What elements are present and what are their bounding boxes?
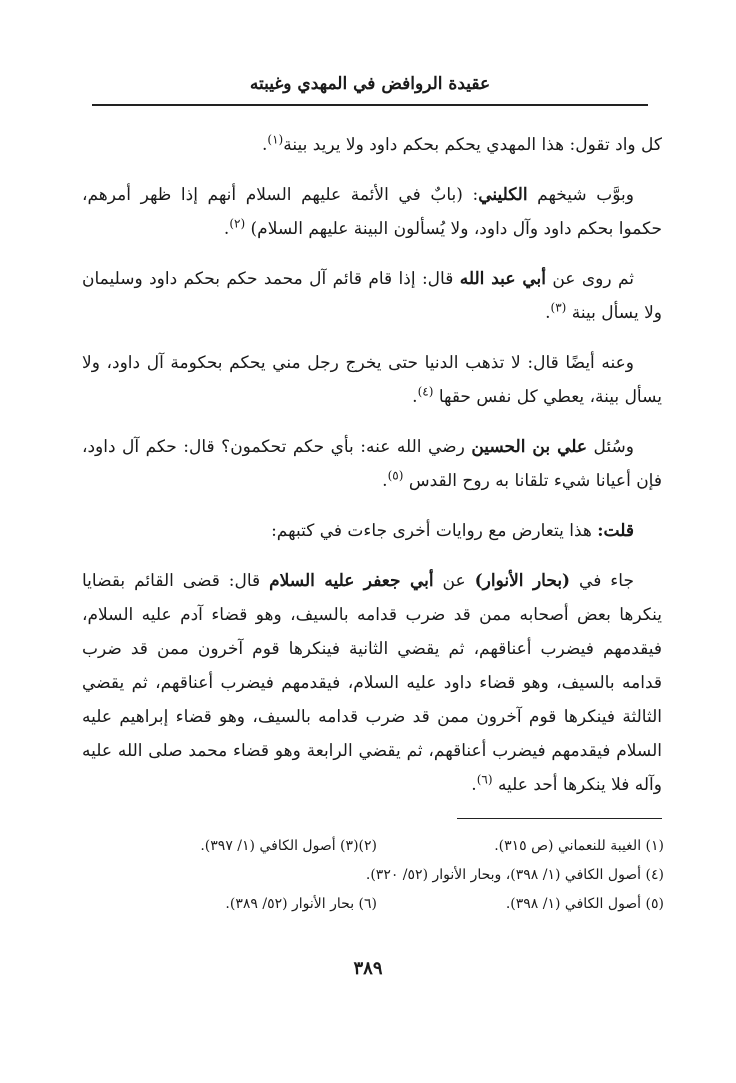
name-kulayni: الكليني bbox=[478, 185, 528, 205]
name-abu-abdullah: أبي عبد الله bbox=[459, 269, 546, 289]
header-rule bbox=[92, 104, 648, 106]
footnote-ref-5: (٥) bbox=[387, 468, 404, 483]
paragraph-3: ثم روى عن أبي عبد الله قال: إذا قام قائم آل محمد حكم بحكم داود وسليمان ولا يسأل بينة $^{(٣)}$. bbox=[82, 269, 662, 323]
footnote-4: (٤) أصول الكافي (١/ ٣٩٨)، وبحار الأنوار (٥٢/ ٣٢٠). bbox=[365, 867, 664, 883]
footnote-row bbox=[90, 832, 664, 861]
name-ali-ibn-husayn: علي بن الحسين bbox=[471, 437, 588, 457]
page-number: ٣٨٩ bbox=[353, 958, 383, 979]
source-bihar: (بحار الأنوار) bbox=[474, 571, 571, 591]
paragraph-4: وعنه أيضًا قال: لا تذهب الدنيا حتى يخرج رجل مني يحكم بحكومة آل داود، ولا يسأل بينة، يعطي كل نفس حقها $^{(٤)}$. bbox=[82, 353, 662, 407]
footnote-ref-1: (١) bbox=[267, 132, 284, 147]
footnote-row bbox=[90, 890, 664, 919]
footnote-ref-4: (٤) bbox=[417, 384, 434, 399]
header-title: عقيدة الروافض في المهدي وغيبته bbox=[249, 74, 491, 94]
footnote-1: (١) الغيبة للنعماني (ص ٣١٥). bbox=[494, 838, 664, 854]
footnote-ref-2: (٢) bbox=[229, 216, 246, 231]
qultu-label: قلت: bbox=[597, 521, 634, 541]
paragraph-7: جاء في (بحار الأنوار) عن أبي جعفر عليه السلام قال: قضى القائم بقضايا ينكرها بعض أصحابه ممن قد ضرب قدامه بالسيف، وهو قضاء آدم عليه السلام، فيقدمهم فيضرب أعناقهم، ثم يقضي الثانية فينكرها قوم آخرون ممن قد ضرب قدامه بالسيف، وهو قضاء داود عليه السلام، فيقدمهم فيضرب أعناقهم، ثم يقضي الثالثة فينكرها قوم آخرون ممن قد ضرب قدامه بالسيف، وهو قضاء إبراهيم عليه السلام فيقدمهم فيضرب أعناقهم، ثم يقضي الرابعة وهو قضاء محمد صلى الله عليه وآله فلا ينكرها أحد عليه $^{(٦)}$. bbox=[82, 571, 662, 795]
footnote-ref-6: (٦) bbox=[476, 772, 493, 787]
footnote-ref-3: (٣) bbox=[550, 300, 567, 315]
footnote-2-3: (٢)(٣) أصول الكافي (١/ ٣٩٧). bbox=[200, 838, 377, 854]
paragraph-5: وسُئل علي بن الحسين رضي الله عنه: بأي حكم تحكمون؟ قال: حكم آل داود، فإن أعيانا شيء تلقانا به روح القدس $^{(٥)}$. bbox=[82, 437, 662, 491]
footnote-6: (٦) بحار الأنوار (٥٢/ ٣٨٩). bbox=[225, 896, 377, 912]
footnote-row bbox=[90, 861, 664, 890]
body-text bbox=[82, 128, 662, 818]
footnote-5: (٥) أصول الكافي (١/ ٣٩٨). bbox=[505, 896, 664, 912]
paragraph-2: وبوَّب شيخهم الكليني: (بابٌ في الأئمة عليهم السلام أنهم إذا ظهر أمرهم، حكموا بحكم داود وآل داود، ولا يُسألون البينة عليهم السلام) $^{(٢)}$. bbox=[82, 185, 662, 239]
paragraph-6: قلت: هذا يتعارض مع روايات أخرى جاءت في كتبهم: bbox=[271, 521, 634, 541]
paragraph-1: كل واد تقول: هذا المهدي يحكم بحكم داود ولا يريد بينة$^{(١)}$. bbox=[261, 132, 662, 155]
running-header bbox=[92, 74, 648, 94]
footnote-rule bbox=[457, 818, 662, 819]
name-abu-jafar: أبي جعفر عليه السلام bbox=[269, 571, 434, 591]
footnotes bbox=[90, 832, 664, 919]
